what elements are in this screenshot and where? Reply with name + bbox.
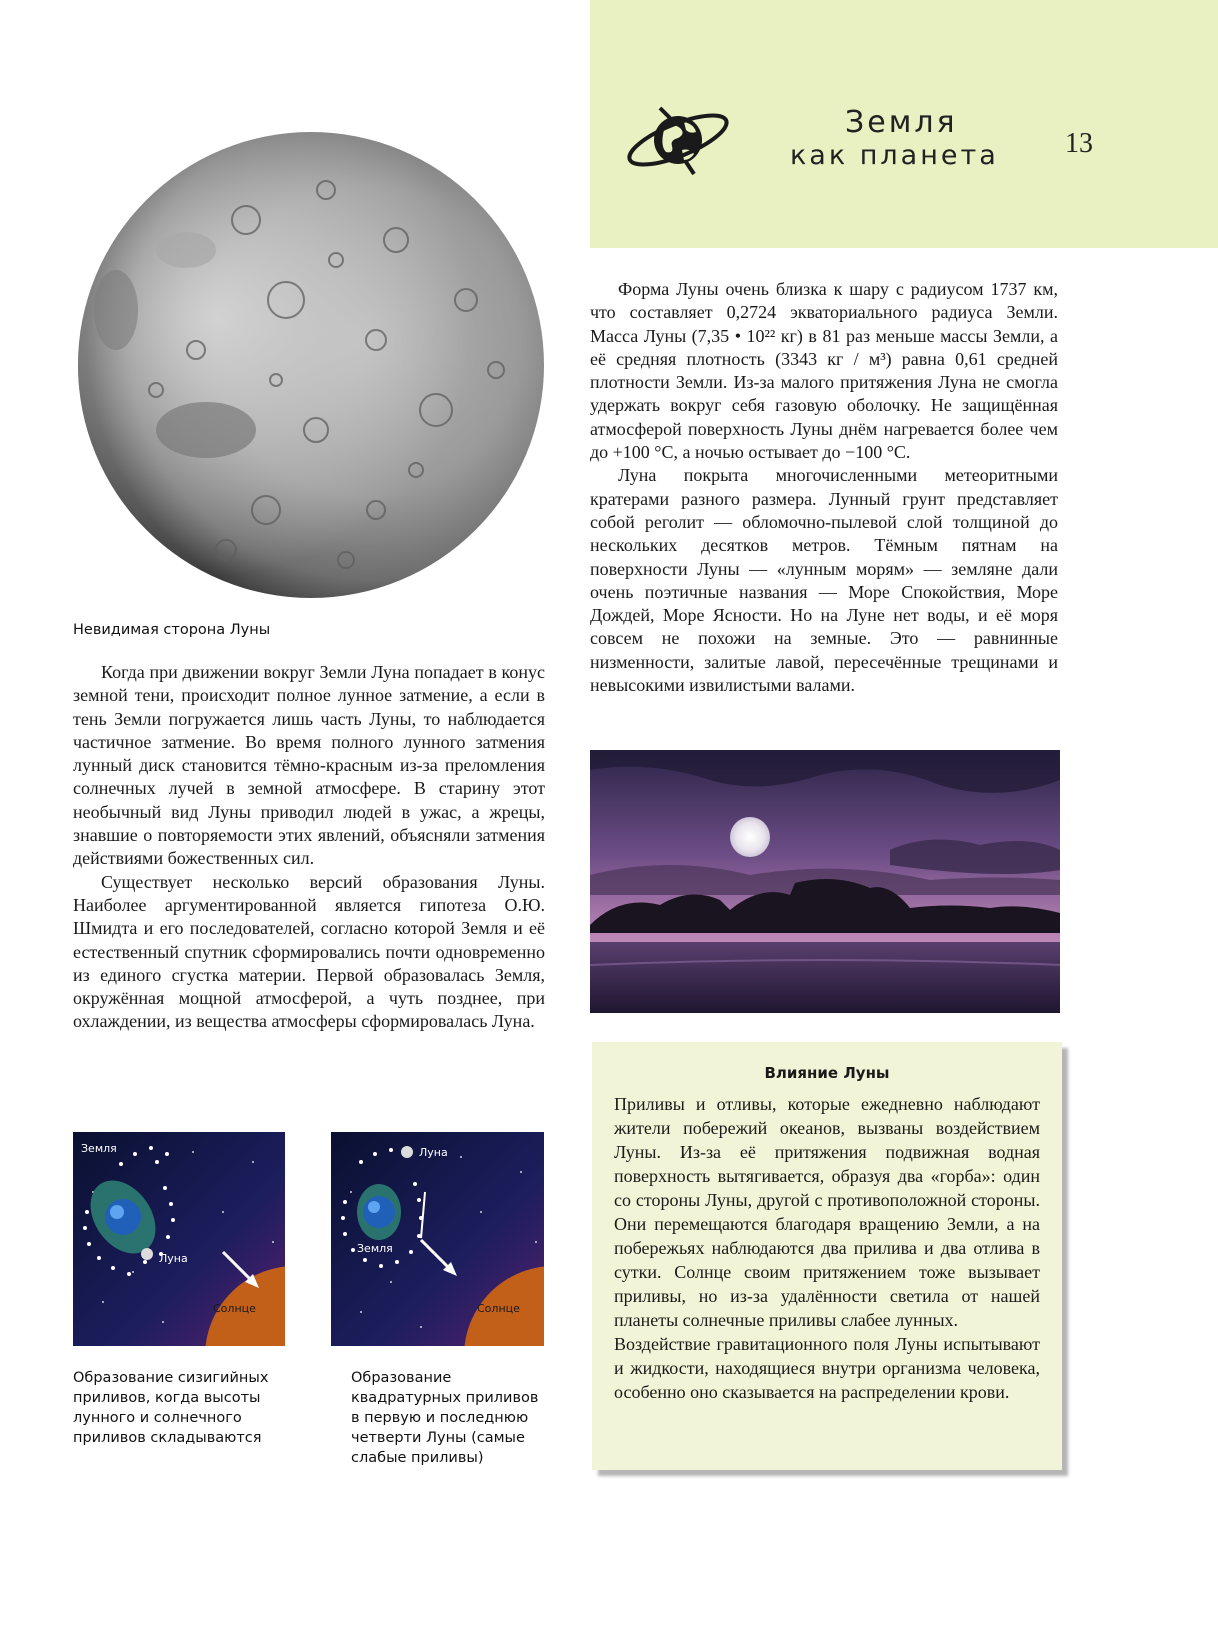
moon-over-sea-photo <box>590 750 1060 1013</box>
paragraph: Форма Луны очень близка к шару с радиусом 1737 км, что составляет 0,2724 экваториального радиуса Земли. Масса Луны (7,35 • 10²² кг) в 81 раз меньше массы Земли, а её средняя плотность (3343 кг / м³) равна 0,61 средней плотности Земли. Из-за малого притяжения Луна не смогла удержать вокруг себя газовую оболочку. Не защищённая атмосферой поверхность Луны днём нагревается более чем до +100 °С, а ночью остывает до −100 °С. <box>590 279 1058 463</box>
diagram1-earth-label: Земля <box>81 1142 117 1155</box>
diagram2-caption: Образование квадратурных приливов в первую и последнюю четверти Луны (самые слабые приливы) <box>351 1370 539 1466</box>
diagram1-caption: Образование сизигийных приливов, когда высоты лунного и солнечного приливов складываются <box>73 1370 269 1446</box>
left-column-text <box>73 661 545 1034</box>
moon-far-side-image <box>76 130 546 600</box>
sidebar-paragraph: Приливы и отливы, которые ежедневно наблюдают жители побережий океанов, вызваны воздействием Луны. Из-за её притяжения подвижная водная поверхность вытягивается, образуя два «горба»: один со стороны Луны, другой с противоположной стороны. Они перемещаются благодаря вращению Земли, а на побережьях наблюдаются два прилива и два отлива в сутки. Солнце своим притяжением тоже вызывает приливы, но из-за удалённости светила от нашей планеты солнечные приливы слабее лунных. <box>614 1094 1040 1330</box>
chapter-title-line2: как планета <box>790 140 999 171</box>
paragraph: Луна покрыта многочисленными метеоритными кратерами разного размера. Лунный грунт представляет собой реголит — обломочно-пылевой слой толщиной до нескольких десятков метров. Тёмным пятнам на поверхности Луны — «лунным морям» — земляне дали очень поэтичные названия — Море Спокойствия, Море Дождей, Море Ясности. Но на Луне нет воды, и её моря совсем не похожи на земные. Это — равнинные низменности, залитые лавой, пересечённые трещинами и невысокими извилистыми валами. <box>590 465 1058 696</box>
diagram1-sun-label: Солнце <box>213 1302 256 1315</box>
diagram2-sun-label: Солнце <box>477 1302 520 1315</box>
moon-image-caption: Невидимая сторона Луны <box>73 622 271 638</box>
moon-influence-sidebar <box>592 1042 1062 1470</box>
diagram1-moon-label: Луна <box>159 1252 188 1265</box>
sidebar-text <box>614 1092 1040 1404</box>
right-column-text <box>590 278 1058 697</box>
diagram2-moon-label: Луна <box>419 1146 448 1159</box>
paragraph: Существует несколько версий образования Луны. Наиболее аргументированной является гипотеза О.Ю. Шмидта и его последователей, согласно которой Земля и её естественный спутник сформировались почти одновременно из единого сгустка материи. Первой образовалась Земля, окружённая мощной атмосферой, а чуть позднее, при охлаждении, из вещества атмосферы сформировалась Луна. <box>73 871 545 1032</box>
sidebar-title: Влияние Луны <box>764 1064 890 1082</box>
sidebar-paragraph: Воздействие гравитационного поля Луны испытывают и жидкости, находящиеся внутри организма человека, особенно оно сказывается на распределении крови. <box>614 1334 1040 1402</box>
earth-orbit-icon <box>620 100 740 180</box>
chapter-title-line1: Земля <box>845 105 958 140</box>
quadrature-tide-diagram <box>331 1132 544 1346</box>
syzygy-tide-diagram <box>73 1132 285 1346</box>
diagram2-earth-label: Земля <box>357 1242 393 1255</box>
page-number: 13 <box>1065 128 1093 159</box>
paragraph: Когда при движении вокруг Земли Луна попадает в конус земной тени, происходит полное лунное затмение, а если в тень Земли погружается лишь часть Луны, то наблюдается частичное затмение. Во время полного лунного затмения лунный диск становится тёмно-красным из-за преломления солнечных лучей в земной атмосфере. В старину этот необычный вид Луны приводил людей в ужас, а жрецы, знавшие о повторяемости этих явлений, объясняли затмения действиями божественных сил. <box>73 662 545 869</box>
